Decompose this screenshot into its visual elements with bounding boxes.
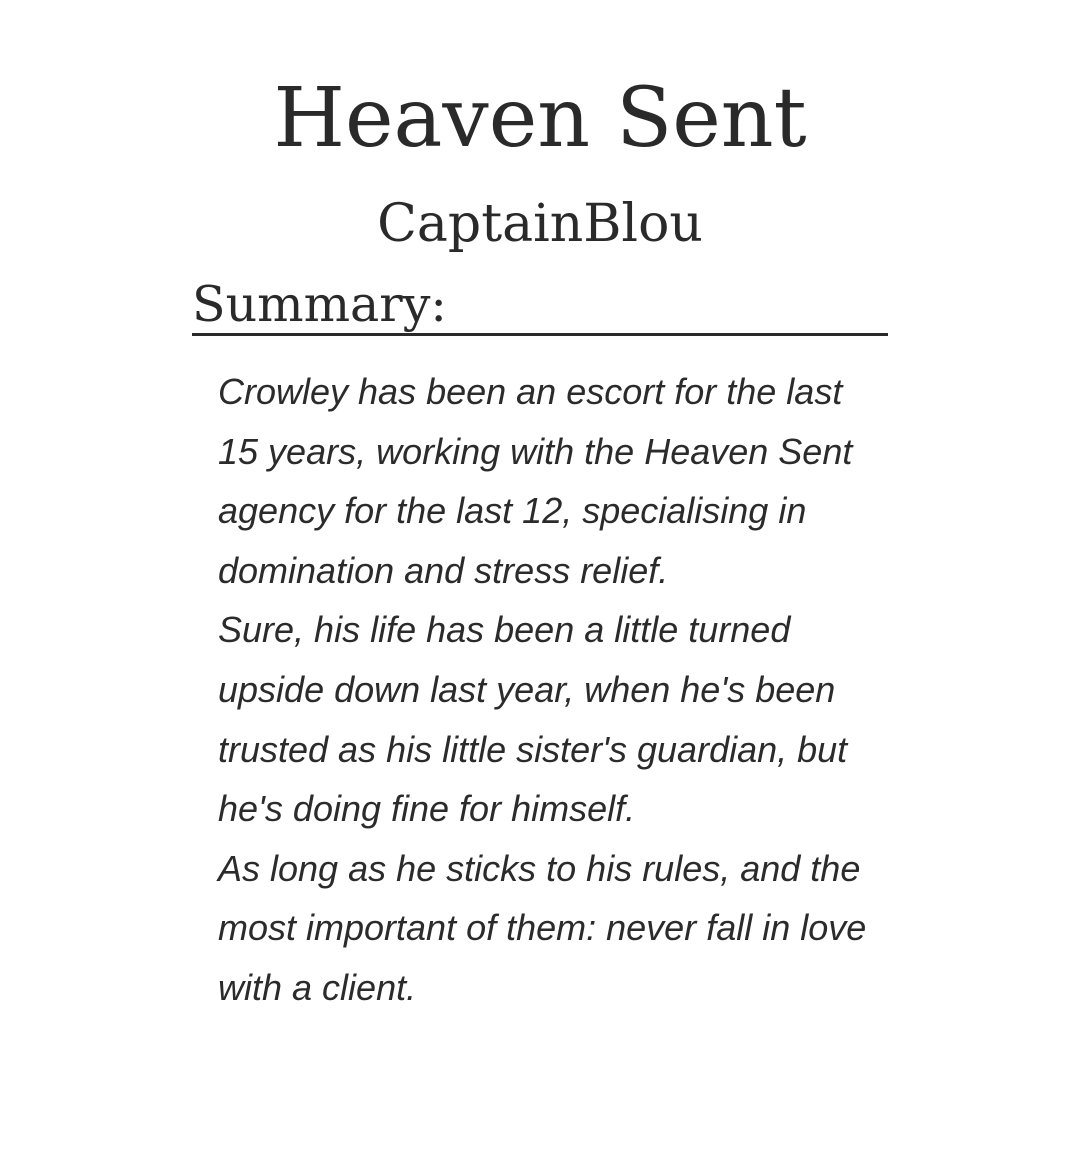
- summary-heading: Summary:: [192, 280, 888, 336]
- summary-body: [218, 362, 878, 1018]
- work-title: Heaven Sent: [273, 71, 807, 166]
- summary-paragraph: Crowley has been an escort for the last 15 years, working with the Heaven Sent agency for the last 12, specialising in domination and stress relief.: [218, 371, 853, 591]
- summary-paragraph: Sure, his life has been a little turned upside down last year, when he's been trusted as his little sister's guardian, but he's doing fine for himself.: [218, 609, 848, 830]
- work-author[interactable]: CaptainBlou: [377, 194, 703, 254]
- summary-paragraph: As long as he sticks to his rules, and the most important of them: never fall in love with a client.: [218, 847, 867, 1008]
